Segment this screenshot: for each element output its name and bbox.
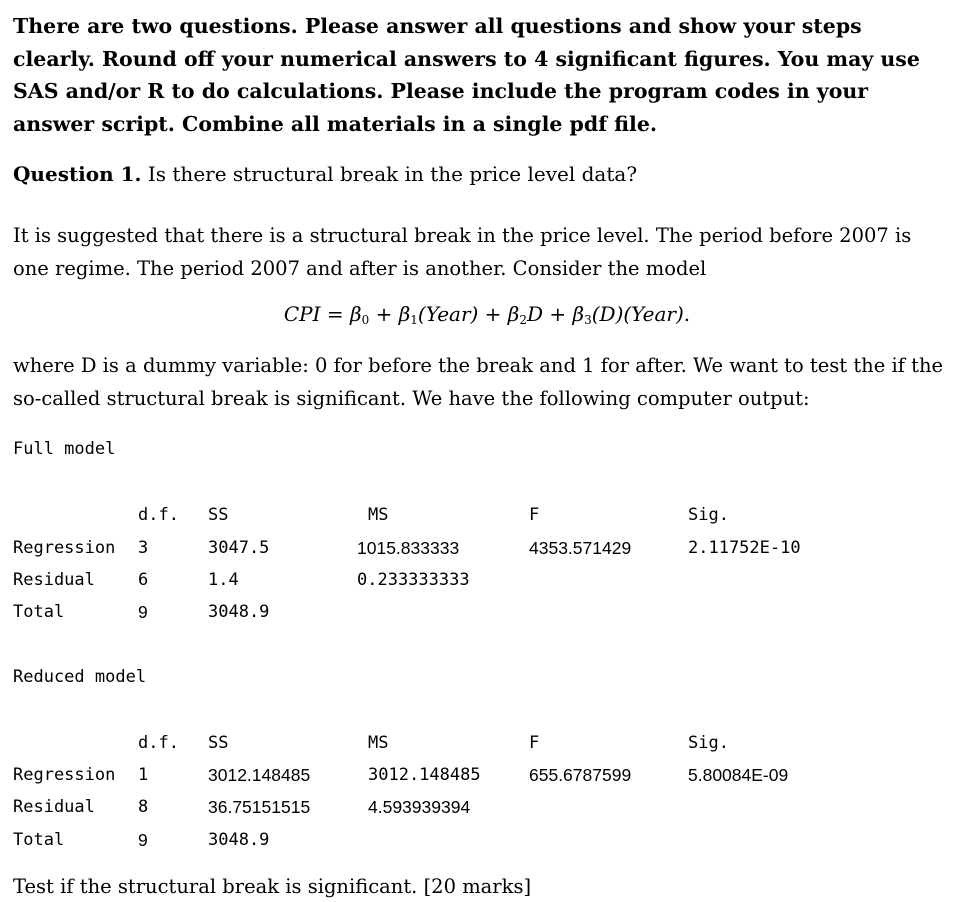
instructions: There are two questions. Please answer all questions and show your steps clearly. Round off your numerical answers to 4 significant figures. You may use SAS and/or R to do calculations. Please include the program codes in your answer script. Combine all materials in a single pdf file. (13, 14, 920, 136)
cell-df: 6 (138, 570, 149, 590)
cell-ms: 0.233333333 (357, 570, 470, 590)
header-ss: SS (208, 733, 229, 753)
cell-ss: 3048.9 (208, 602, 270, 622)
header-f: F (529, 505, 540, 525)
question-1 (13, 158, 637, 190)
question-1-label: Question 1. (13, 162, 142, 186)
cell-f: 4353.571429 (529, 538, 632, 558)
cell-ss: 3012.148485 (208, 765, 311, 785)
header-ms: MS (368, 733, 389, 753)
task-statement: Test if the structural break is significant. [20 marks] (13, 875, 532, 898)
row-name: Total (13, 830, 65, 850)
row-name: Residual (13, 570, 95, 590)
cell-ss: 3047.5 (208, 538, 270, 558)
header-ss: SS (208, 505, 229, 525)
header-ms: MS (368, 505, 389, 525)
header-df: d.f. (138, 733, 179, 753)
cell-df: 9 (138, 830, 148, 850)
paragraph-model-intro: It is suggested that there is a structural break in the price level. The period before 2007 is one regime. The period 2007 and after is another. Consider the model (13, 224, 912, 280)
full-model-title: Full model (13, 439, 116, 459)
cell-df: 9 (138, 602, 148, 622)
cell-ms: 4.593939394 (368, 797, 471, 817)
cell-df: 3 (138, 538, 149, 558)
cell-df: 1 (138, 765, 149, 785)
header-f: F (529, 733, 540, 753)
row-name: Total (13, 602, 65, 622)
row-name: Regression (13, 765, 116, 785)
header-sig: Sig. (688, 505, 729, 525)
row-name: Residual (13, 797, 95, 817)
cell-f: 655.6787599 (529, 765, 632, 785)
header-df: d.f. (138, 505, 179, 525)
cell-ss: 1.4 (208, 570, 239, 590)
model-equation: CPI = $\beta_0$ + $\beta_1(Year) + \beta_2D$ + $\beta_3(D)(Year)$. (283, 302, 691, 327)
cell-ss: 36.75151515 (208, 797, 311, 817)
paragraph-dummy: where D is a dummy variable: 0 for before the break and 1 for after. We want to test the if the so-called structural break is significant. We have the following computer output: (13, 354, 944, 410)
question-1-text: Is there structural break in the price level data? (147, 162, 638, 186)
cell-ms: 1015.833333 (357, 538, 460, 558)
cell-df: 8 (138, 797, 149, 817)
cell-ms: 3012.148485 (368, 765, 481, 785)
row-name: Regression (13, 538, 116, 558)
cell-sig: 5.80084E-09 (688, 765, 789, 785)
cell-sig: 2.11752E-10 (688, 538, 801, 558)
reduced-model-title: Reduced model (13, 667, 147, 687)
cell-ss: 3048.9 (208, 830, 270, 850)
header-sig: Sig. (688, 733, 729, 753)
